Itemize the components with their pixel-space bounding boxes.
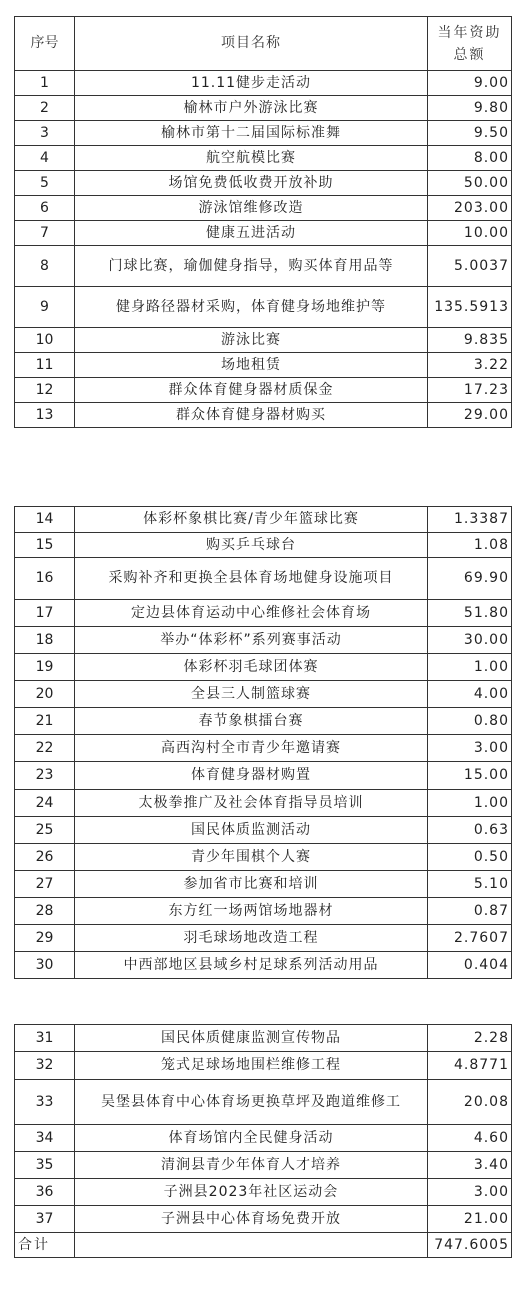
table-row: [15, 403, 512, 428]
table-row: [15, 708, 512, 735]
row-seq-number: 32: [15, 1052, 75, 1080]
row-project-name: 群众体育健身器材购买: [75, 403, 428, 428]
row-project-name: 采购补齐和更换全县体育场地健身设施项目: [75, 558, 428, 600]
row-amount: 4.00: [428, 681, 512, 708]
header-seq-number: 序号: [15, 17, 75, 71]
total-label: 合计: [15, 1233, 75, 1258]
row-amount: 29.00: [428, 403, 512, 428]
row-seq-number: 34: [15, 1125, 75, 1152]
row-project-name: 青少年围棋个人赛: [75, 844, 428, 871]
table-row: [15, 328, 512, 353]
table-row: [15, 171, 512, 196]
table-row: [15, 817, 512, 844]
row-project-name: 体育健身器材购置: [75, 762, 428, 790]
row-seq-number: 16: [15, 558, 75, 600]
row-amount: 3.00: [428, 735, 512, 762]
row-seq-number: 35: [15, 1152, 75, 1179]
row-seq-number: 1: [15, 71, 75, 96]
row-seq-number: 28: [15, 898, 75, 925]
row-amount: 4.8771: [428, 1052, 512, 1080]
row-seq-number: 21: [15, 708, 75, 735]
row-seq-number: 7: [15, 221, 75, 246]
table-row: [15, 246, 512, 287]
table-row: [15, 507, 512, 533]
row-amount: 0.80: [428, 708, 512, 735]
row-project-name: 国民体质监测活动: [75, 817, 428, 844]
row-project-name: 场馆免费低收费开放补助: [75, 171, 428, 196]
row-amount: 9.00: [428, 71, 512, 96]
total-amount: 747.6005: [428, 1233, 512, 1258]
table-row: [15, 844, 512, 871]
row-amount: 0.404: [428, 952, 512, 979]
table-row: [15, 287, 512, 328]
row-seq-number: 36: [15, 1179, 75, 1206]
row-amount: 0.87: [428, 898, 512, 925]
table-row: [15, 378, 512, 403]
row-amount: 4.60: [428, 1125, 512, 1152]
table-row: [15, 1152, 512, 1179]
row-amount: 3.00: [428, 1179, 512, 1206]
header-project-name: 项目名称: [75, 17, 428, 71]
row-amount: 20.08: [428, 1080, 512, 1125]
table-row: [15, 353, 512, 378]
row-project-name: 场地租赁: [75, 353, 428, 378]
row-project-name: 健康五进活动: [75, 221, 428, 246]
row-project-name: 子洲县中心体育场免费开放: [75, 1206, 428, 1233]
row-seq-number: 9: [15, 287, 75, 328]
row-amount: 8.00: [428, 146, 512, 171]
row-project-name: 榆林市第十二届国际标准舞: [75, 121, 428, 146]
row-amount: 0.63: [428, 817, 512, 844]
row-seq-number: 24: [15, 790, 75, 817]
row-seq-number: 19: [15, 654, 75, 681]
header-amount-line-1: 当年资助: [437, 24, 502, 41]
row-project-name: 航空航模比赛: [75, 146, 428, 171]
row-amount: 17.23: [428, 378, 512, 403]
table-header-row: [15, 17, 512, 71]
row-project-name: 东方红一场两馆场地器材: [75, 898, 428, 925]
row-project-name: 健身路径器材采购，体育健身场地维护等: [75, 287, 428, 328]
row-project-name: 门球比赛，瑜伽健身指导，购买体育用品等: [75, 246, 428, 287]
row-seq-number: 2: [15, 96, 75, 121]
table-row: [15, 1052, 512, 1080]
row-amount: 21.00: [428, 1206, 512, 1233]
row-amount: 3.40: [428, 1152, 512, 1179]
row-amount: 51.80: [428, 600, 512, 627]
funding-table-part-1: [14, 16, 512, 428]
row-seq-number: 10: [15, 328, 75, 353]
row-seq-number: 23: [15, 762, 75, 790]
table-row: [15, 146, 512, 171]
table-row: [15, 925, 512, 952]
row-project-name: 全县三人制篮球赛: [75, 681, 428, 708]
row-amount: 2.7607: [428, 925, 512, 952]
row-project-name: 参加省市比赛和培训: [75, 871, 428, 898]
row-seq-number: 30: [15, 952, 75, 979]
row-seq-number: 26: [15, 844, 75, 871]
row-amount: 203.00: [428, 196, 512, 221]
row-seq-number: 5: [15, 171, 75, 196]
row-project-name: 太极拳推广及社会体育指导员培训: [75, 790, 428, 817]
row-project-name: 群众体育健身器材质保金: [75, 378, 428, 403]
row-seq-number: 25: [15, 817, 75, 844]
total-name-cell: [75, 1233, 428, 1258]
row-seq-number: 37: [15, 1206, 75, 1233]
row-amount: 2.28: [428, 1025, 512, 1052]
row-amount: 50.00: [428, 171, 512, 196]
table-row: [15, 71, 512, 96]
row-seq-number: 20: [15, 681, 75, 708]
row-seq-number: 11: [15, 353, 75, 378]
row-project-name: 举办“体彩杯”系列赛事活动: [75, 627, 428, 654]
row-project-name: 体育场馆内全民健身活动: [75, 1125, 428, 1152]
row-project-name: 春节象棋擂台赛: [75, 708, 428, 735]
row-seq-number: 17: [15, 600, 75, 627]
table-row: [15, 735, 512, 762]
row-amount: 30.00: [428, 627, 512, 654]
row-project-name: 游泳比赛: [75, 328, 428, 353]
table-row: [15, 871, 512, 898]
table-row: [15, 681, 512, 708]
funding-table-part-2: [14, 506, 512, 979]
table-row: [15, 654, 512, 681]
row-project-name: 国民体质健康监测宣传物品: [75, 1025, 428, 1052]
row-seq-number: 22: [15, 735, 75, 762]
table-row: [15, 533, 512, 558]
table-row: [15, 898, 512, 925]
row-amount: 9.80: [428, 96, 512, 121]
row-seq-number: 31: [15, 1025, 75, 1052]
row-amount: 3.22: [428, 353, 512, 378]
row-amount: 0.50: [428, 844, 512, 871]
table-row: [15, 762, 512, 790]
table-row: [15, 96, 512, 121]
row-amount: 1.08: [428, 533, 512, 558]
table-row: [15, 121, 512, 146]
header-amount-line-2: 总额: [453, 46, 486, 63]
row-project-name: 定边县体育运动中心维修社会体育场: [75, 600, 428, 627]
funding-table-part-3: [14, 1024, 512, 1258]
row-amount: 135.5913: [428, 287, 512, 328]
table-row: [15, 600, 512, 627]
row-project-name: 吴堡县体育中心体育场更换草坪及跑道维修工: [75, 1080, 428, 1125]
row-project-name: 羽毛球场地改造工程: [75, 925, 428, 952]
table-row: [15, 558, 512, 600]
row-project-name: 榆林市户外游泳比赛: [75, 96, 428, 121]
header-annual-funding-total: [428, 17, 512, 71]
row-seq-number: 14: [15, 507, 75, 533]
row-project-name: 高西沟村全市青少年邀请赛: [75, 735, 428, 762]
row-seq-number: 27: [15, 871, 75, 898]
table-row: [15, 952, 512, 979]
row-seq-number: 18: [15, 627, 75, 654]
row-amount: 9.50: [428, 121, 512, 146]
row-project-name: 体彩杯象棋比赛/青少年篮球比赛: [75, 507, 428, 533]
row-seq-number: 3: [15, 121, 75, 146]
row-project-name: 游泳馆维修改造: [75, 196, 428, 221]
table-row: [15, 1125, 512, 1152]
row-amount: 69.90: [428, 558, 512, 600]
table-row: [15, 221, 512, 246]
row-project-name: 体彩杯羽毛球团体赛: [75, 654, 428, 681]
row-seq-number: 6: [15, 196, 75, 221]
row-seq-number: 15: [15, 533, 75, 558]
row-seq-number: 4: [15, 146, 75, 171]
row-amount: 9.835: [428, 328, 512, 353]
row-seq-number: 8: [15, 246, 75, 287]
row-seq-number: 33: [15, 1080, 75, 1125]
table-row: [15, 627, 512, 654]
row-project-name: 中西部地区县域乡村足球系列活动用品: [75, 952, 428, 979]
row-project-name: 11.11健步走活动: [75, 71, 428, 96]
table-row: [15, 1025, 512, 1052]
total-row: [15, 1233, 512, 1258]
row-amount: 5.0037: [428, 246, 512, 287]
row-project-name: 清涧县青少年体育人才培养: [75, 1152, 428, 1179]
row-amount: 15.00: [428, 762, 512, 790]
row-amount: 1.00: [428, 790, 512, 817]
row-project-name: 笼式足球场地围栏维修工程: [75, 1052, 428, 1080]
table-row: [15, 1179, 512, 1206]
row-project-name: 购买乒乓球台: [75, 533, 428, 558]
table-row: [15, 1080, 512, 1125]
row-amount: 1.00: [428, 654, 512, 681]
row-seq-number: 12: [15, 378, 75, 403]
table-row: [15, 790, 512, 817]
row-seq-number: 13: [15, 403, 75, 428]
table-row: [15, 196, 512, 221]
row-amount: 10.00: [428, 221, 512, 246]
table-row: [15, 1206, 512, 1233]
row-seq-number: 29: [15, 925, 75, 952]
row-amount: 1.3387: [428, 507, 512, 533]
row-amount: 5.10: [428, 871, 512, 898]
row-project-name: 子洲县2023年社区运动会: [75, 1179, 428, 1206]
